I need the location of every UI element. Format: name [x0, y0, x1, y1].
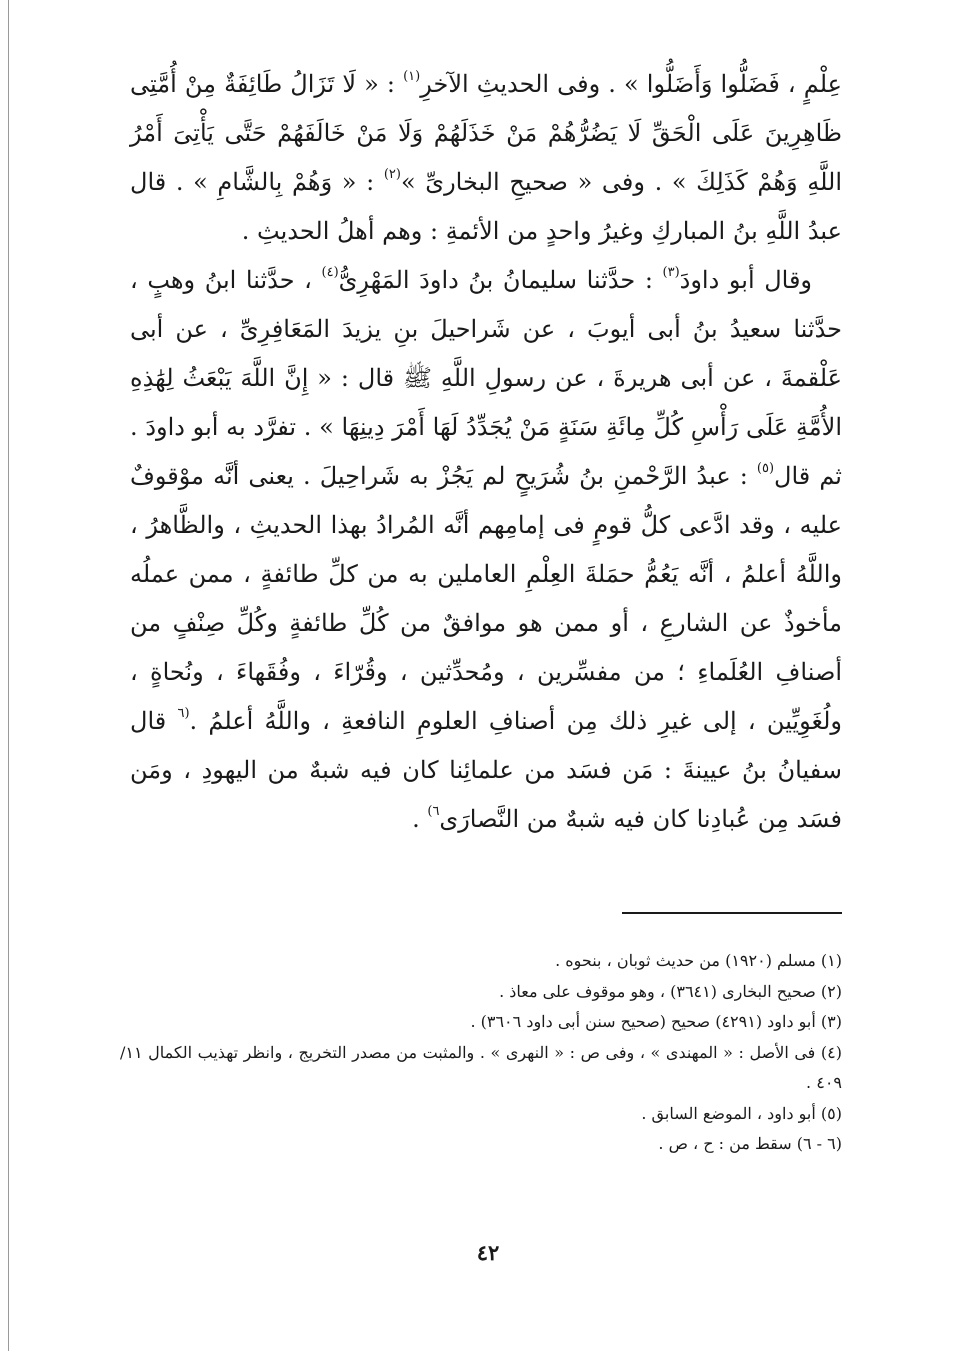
footnote-item: (١) مسلم (١٩٢٠) من حديث ثوبان ، بنحوه . — [555, 951, 842, 970]
main-text — [130, 60, 842, 844]
footnote-item: (٦ - ٦) سقط من : ح ، ص . — [658, 1134, 842, 1153]
paragraph — [130, 256, 842, 844]
text-run: عِلْمٍ ، فَضَلُّوا وَأَضَلُّوا » . وفى الحديثِ الآخرِ — [420, 70, 842, 98]
text-run: : عبدُ الرَّحْمنِ بنُ شُرَيحٍ لم يَجُزْ به شَراحِيلَ . يعنى أنَّه موْقوفٌ عليه ، وقد ادَّعى كلُّ قومٍ فى إمامِهم أنَّه المُرادُ بهذا الحديثِ ، والظَّاهرُ ، واللَّهُ أعلمُ ، أنَّه يَعُمُّ حمَلةَ العِلْمِ العاملين به من كلِّ طائفةٍ ، ممن عملُه مأخوذٌ عن الشارعِ ، أو ممن هو موافقٌ من كُلِّ طائفةٍ وكُلِّ صِنْفٍ من أصنافِ العُلَماءِ ؛ من مفسِّرين ، ومُحدِّثين ، وقُرّاءَ ، وفُقَهاءَ ، ونُحاةٍ ، ولُغَوِيِّين ، إلى غيرِ ذلك مِن أصنافِ العلومِ النافعةِ ، واللَّهُ أعلمُ . — [130, 462, 842, 735]
page-number: ٤٢ — [476, 1240, 500, 1265]
footnote-ref[interactable]: ٦) — [427, 804, 440, 819]
footnote-item: (٤) فى الأصل : « المهندى » ، وفى ص : « النهرى » . والمثبت من مصدر التخريج ، وانظر تهذيب الكمال ١١/ ٤٠٩ . — [120, 1042, 842, 1092]
footnote-ref[interactable]: (٣) — [662, 265, 680, 280]
text-run: وقال أبو داودَ — [679, 266, 813, 294]
text-run: . — [412, 805, 428, 833]
footnote-item: (٥) أبو داود ، الموضع السابق . — [641, 1103, 842, 1123]
paragraph — [130, 60, 842, 256]
text-run: : « لَا تَزَالُ طَائِفَةٌ مِنْ أُمَّتِى ظَاهِرِينَ عَلَى الْحَقِّ لَا يَضُرُّهُمْ مَنْ خَذَلَهُمْ وَلَا مَنْ خَالَفَهُمْ حَتَّى يَأْتِىَ أَمْرُ اللَّهِ وَهُمْ كَذَلِكَ » . وفى « صحيحِ البخارىِّ » — [130, 70, 842, 196]
footnote-separator — [622, 912, 842, 914]
page-edge-line — [8, 0, 9, 1351]
footnote-ref[interactable]: (٦ — [177, 706, 190, 721]
text-run: : حدَّثنا سليمانُ بنُ داودَ المَهْرِىُّ — [338, 266, 663, 294]
footnote-ref[interactable]: (٥) — [756, 461, 775, 476]
text-run: ، حدَّثنا ابنُ وهبٍ ، حدَّثنا سعيدُ بنُ أبى أيوبَ ، عن شَراحيلَ بنِ يزيدَ المَعَافِرِىِّ ، عن أبى عَلْقمةَ ، عن أبى هريرةَ ، عن رسولِ اللَّهِ ﷺ قال : « إِنَّ اللَّهَ يَبْعَثُ لِهَٰذِهِ الأُمَّةِ عَلَى رَأْسِ كُلِّ مِائَةِ سَنَةٍ مَنْ يُجَدِّدُ لَهَا أَمْرَ دِينِهَا » . تفرَّد به أبو داودَ . ثم قال — [130, 266, 843, 490]
footnote-item: (٢) صحيح البخارى (٣٦٤١) ، وهو موقوف على معاذ . — [499, 981, 842, 1001]
footnote-ref[interactable]: (٢) — [383, 167, 401, 182]
footnote-ref[interactable]: (٤) — [321, 265, 339, 280]
footnote-item: (٣) أبو داود (٤٢٩١) صحيح (صحيح سنن أبى داود ٣٦٠٦) . — [470, 1012, 842, 1031]
text-run: قال سفيانُ بنُ عيينةَ : مَن فسَد من علمائِنا كان فيه شبهٌ من اليهودِ ، ومَن فسَد مِن عُبادِنا كان فيه شبهٌ من النَّصارَى — [130, 707, 842, 833]
text-run: : « وَهُمْ بِالشَّامِ » . قال عبدُ اللَّهِ بنُ المباركِ وغيرُ واحدٍ من الأئمةِ : وهم أهلُ الحديثِ . — [130, 168, 842, 245]
footnotes — [120, 946, 842, 1160]
footnote-ref[interactable]: (١) — [403, 69, 421, 84]
